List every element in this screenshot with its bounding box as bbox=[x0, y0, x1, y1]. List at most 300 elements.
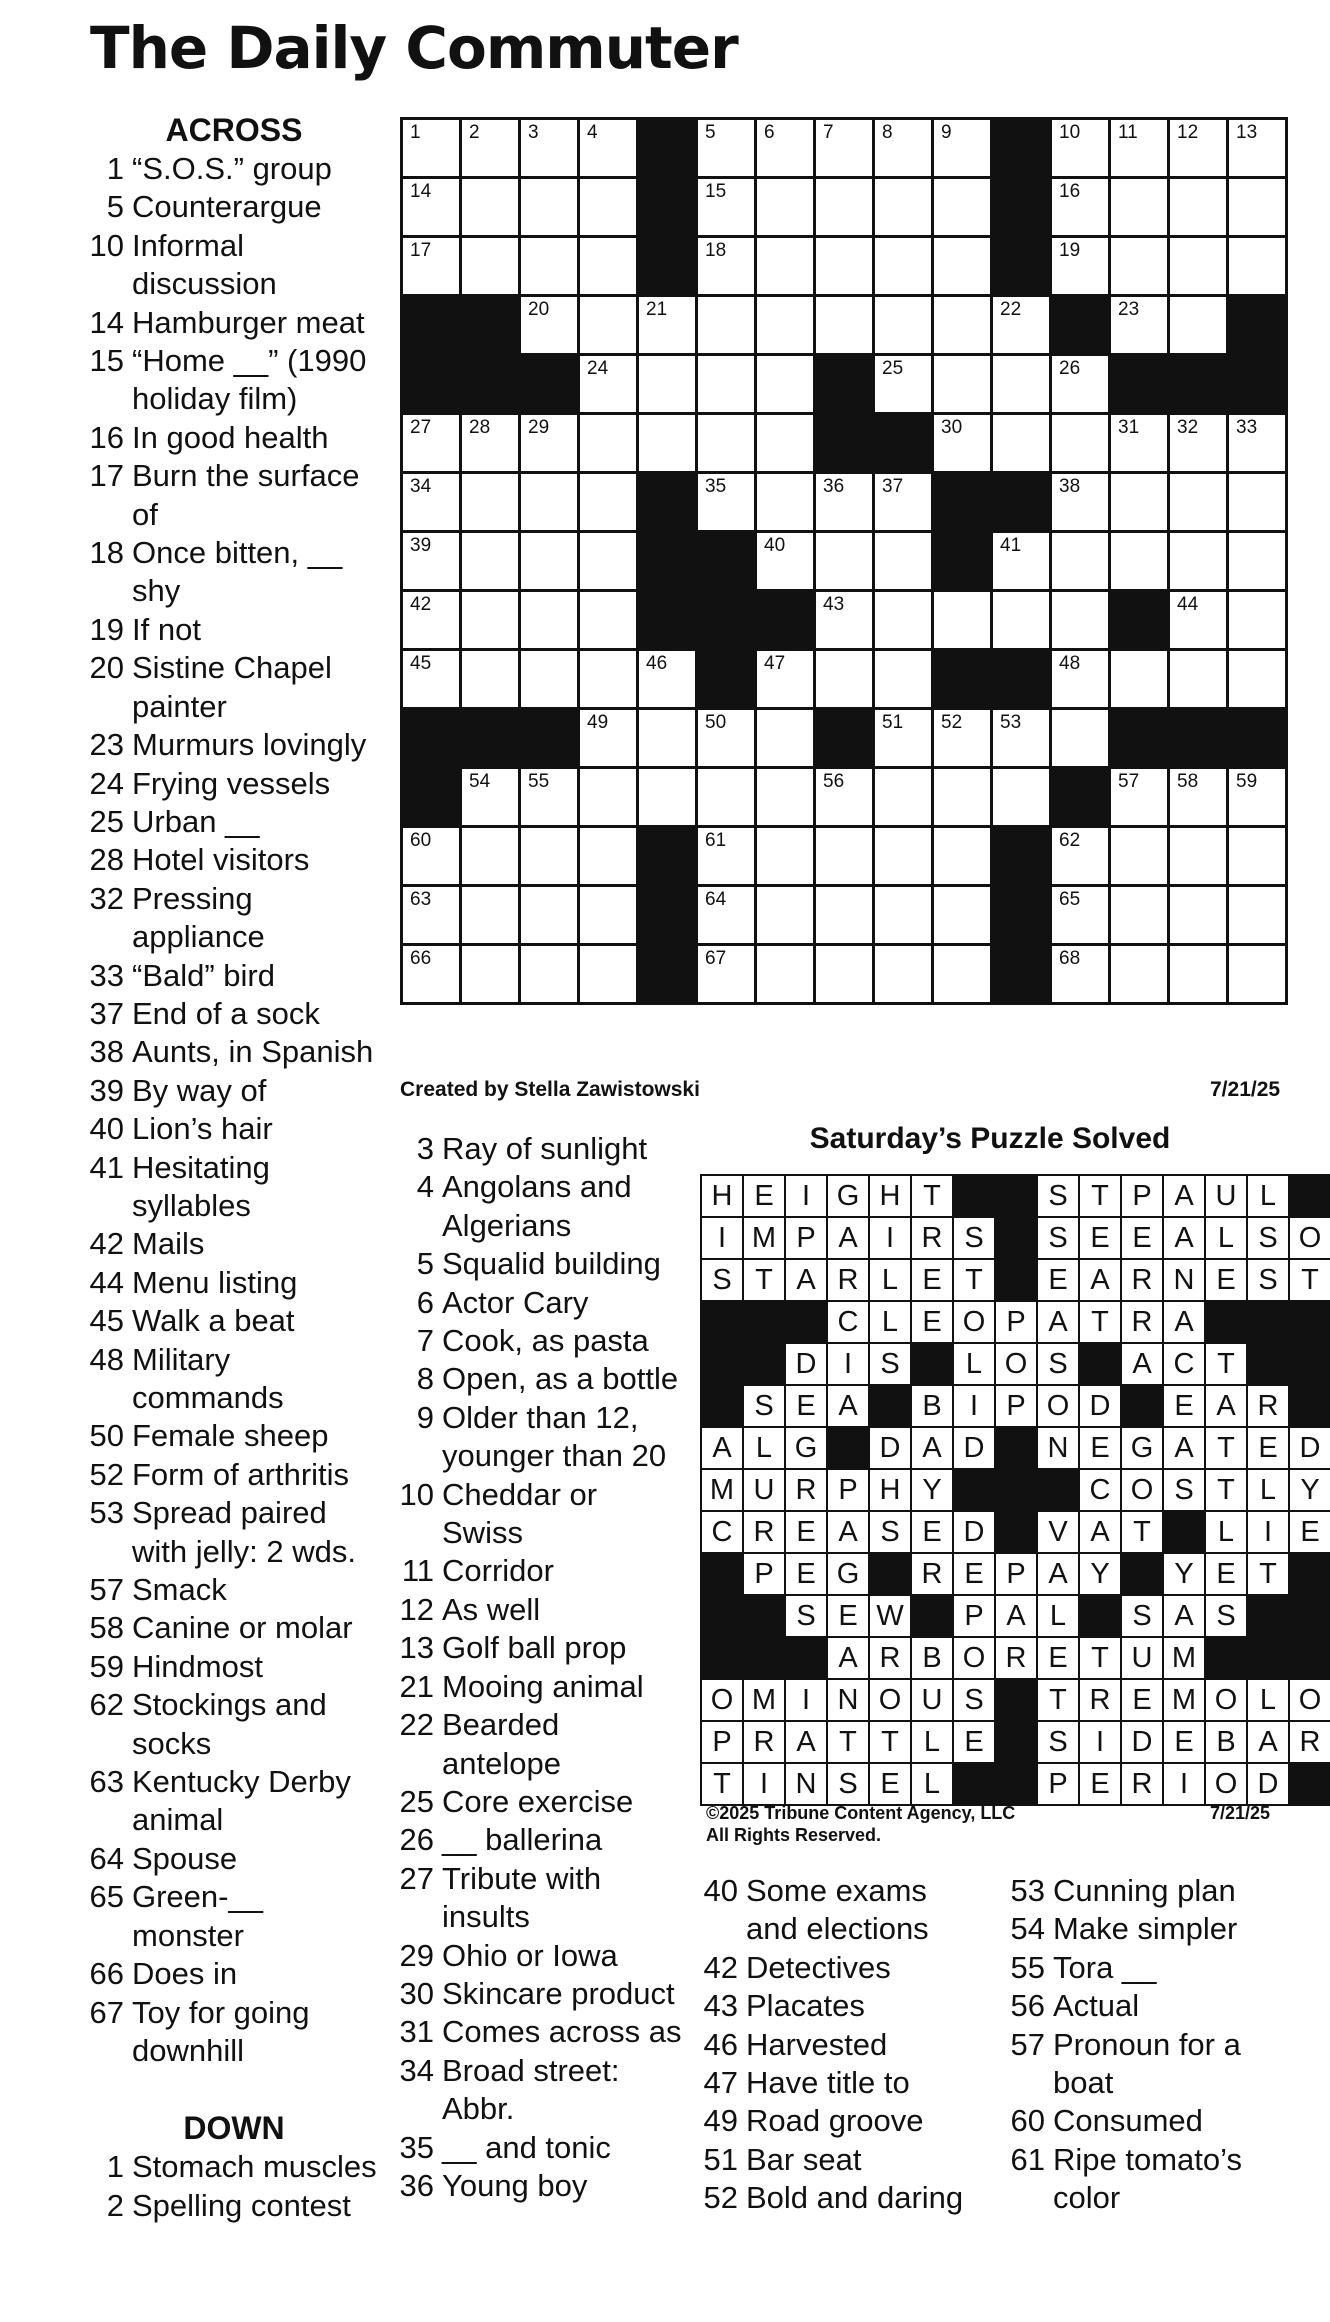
grid-square[interactable] bbox=[1170, 592, 1226, 648]
grid-square[interactable] bbox=[1052, 710, 1108, 766]
grid-square[interactable] bbox=[1229, 474, 1285, 530]
grid-square[interactable] bbox=[521, 592, 577, 648]
grid-square[interactable] bbox=[875, 356, 931, 412]
down-clue-31[interactable] bbox=[392, 2013, 692, 2051]
grid-square[interactable] bbox=[462, 946, 518, 1002]
across-clue-14[interactable] bbox=[84, 304, 384, 342]
across-clue-18[interactable] bbox=[84, 534, 384, 611]
grid-square[interactable] bbox=[580, 592, 636, 648]
grid-square[interactable] bbox=[816, 828, 872, 884]
grid-square[interactable] bbox=[521, 179, 577, 235]
grid-square[interactable] bbox=[1229, 946, 1285, 1002]
grid-square[interactable] bbox=[1170, 238, 1226, 294]
grid-square[interactable] bbox=[757, 769, 813, 825]
grid-square[interactable] bbox=[580, 887, 636, 943]
across-clue-28[interactable] bbox=[84, 841, 384, 879]
grid-square[interactable] bbox=[816, 238, 872, 294]
grid-square[interactable] bbox=[521, 474, 577, 530]
across-clue-59[interactable] bbox=[84, 1648, 384, 1686]
grid-square[interactable] bbox=[1052, 592, 1108, 648]
grid-square[interactable] bbox=[934, 120, 990, 176]
grid-square[interactable] bbox=[934, 710, 990, 766]
across-clue-1[interactable] bbox=[84, 150, 384, 188]
grid-square[interactable] bbox=[1170, 179, 1226, 235]
grid-square[interactable] bbox=[1111, 769, 1167, 825]
grid-square[interactable] bbox=[580, 179, 636, 235]
down-clue-6[interactable] bbox=[392, 1284, 692, 1322]
clue-text-line: Actual bbox=[1053, 1988, 1140, 2024]
clue-number: 12 bbox=[399, 1591, 434, 1627]
block-square bbox=[993, 179, 1049, 235]
square-number: 61 bbox=[705, 830, 727, 851]
grid-square[interactable] bbox=[875, 887, 931, 943]
grid-square[interactable] bbox=[1170, 474, 1226, 530]
grid-square[interactable] bbox=[698, 238, 754, 294]
grid-square[interactable] bbox=[521, 887, 577, 943]
grid-square[interactable] bbox=[1111, 651, 1167, 707]
grid-square[interactable] bbox=[757, 887, 813, 943]
grid-square[interactable] bbox=[403, 946, 459, 1002]
down-clue-49[interactable] bbox=[696, 2102, 996, 2140]
down-clue-10[interactable] bbox=[392, 1476, 692, 1553]
grid-square[interactable] bbox=[521, 415, 577, 471]
solution-letter: I bbox=[744, 1764, 784, 1804]
grid-square[interactable] bbox=[1229, 887, 1285, 943]
down-clue-54[interactable] bbox=[1003, 1910, 1303, 1948]
grid-square[interactable] bbox=[580, 120, 636, 176]
grid-square[interactable] bbox=[993, 592, 1049, 648]
grid-square[interactable] bbox=[1229, 769, 1285, 825]
clue-text bbox=[132, 188, 384, 226]
solution-block bbox=[912, 1596, 952, 1636]
clue-text bbox=[1053, 2102, 1303, 2140]
square-number: 1 bbox=[410, 122, 421, 143]
grid-square[interactable] bbox=[875, 179, 931, 235]
grid-square[interactable] bbox=[403, 828, 459, 884]
grid-square[interactable] bbox=[757, 710, 813, 766]
across-clue-39[interactable] bbox=[84, 1072, 384, 1110]
across-clue-50[interactable] bbox=[84, 1417, 384, 1455]
across-clue-64[interactable] bbox=[84, 1840, 384, 1878]
across-clue-23[interactable] bbox=[84, 726, 384, 764]
grid-square[interactable] bbox=[698, 769, 754, 825]
grid-square[interactable] bbox=[816, 120, 872, 176]
grid-square[interactable] bbox=[639, 710, 695, 766]
grid-square[interactable] bbox=[934, 297, 990, 353]
grid-square[interactable] bbox=[1052, 946, 1108, 1002]
grid-square[interactable] bbox=[934, 887, 990, 943]
grid-square[interactable] bbox=[698, 474, 754, 530]
square-number: 24 bbox=[587, 358, 609, 379]
down-clue-60[interactable] bbox=[1003, 2102, 1303, 2140]
grid-square[interactable] bbox=[639, 415, 695, 471]
grid-square[interactable] bbox=[462, 120, 518, 176]
grid-square[interactable] bbox=[580, 946, 636, 1002]
down-clue-22[interactable] bbox=[392, 1706, 692, 1783]
down-clue-1[interactable] bbox=[84, 2148, 384, 2186]
grid-square[interactable] bbox=[1052, 415, 1108, 471]
down-clue-53[interactable] bbox=[1003, 1872, 1303, 1910]
down-clue-25[interactable] bbox=[392, 1783, 692, 1821]
solution-letter: M bbox=[1164, 1680, 1204, 1720]
clue-text-line: Female sheep bbox=[132, 1418, 329, 1454]
grid-square[interactable] bbox=[580, 356, 636, 412]
grid-square[interactable] bbox=[1229, 120, 1285, 176]
grid-square[interactable] bbox=[1111, 297, 1167, 353]
grid-square[interactable] bbox=[875, 710, 931, 766]
grid-square[interactable] bbox=[1170, 769, 1226, 825]
grid-square[interactable] bbox=[1170, 415, 1226, 471]
solution-letter: A bbox=[702, 1428, 742, 1468]
grid-square[interactable] bbox=[1052, 356, 1108, 412]
grid-square[interactable] bbox=[1111, 533, 1167, 589]
grid-square[interactable] bbox=[1052, 474, 1108, 530]
grid-square[interactable] bbox=[521, 651, 577, 707]
solution-letter: T bbox=[1206, 1344, 1246, 1384]
across-clue-58[interactable] bbox=[84, 1609, 384, 1647]
grid-square[interactable] bbox=[934, 592, 990, 648]
down-clue-29[interactable] bbox=[392, 1937, 692, 1975]
across-clue-24[interactable] bbox=[84, 765, 384, 803]
grid-square[interactable] bbox=[757, 828, 813, 884]
across-clue-15[interactable] bbox=[84, 342, 384, 419]
grid-square[interactable] bbox=[639, 769, 695, 825]
across-clue-5[interactable] bbox=[84, 188, 384, 226]
across-clue-17[interactable] bbox=[84, 457, 384, 534]
grid-square[interactable] bbox=[1052, 828, 1108, 884]
clue-text-line: Hesitating bbox=[132, 1149, 270, 1185]
grid-square[interactable] bbox=[757, 238, 813, 294]
across-clue-57[interactable] bbox=[84, 1571, 384, 1609]
grid-square[interactable] bbox=[580, 651, 636, 707]
clue-text-line: Lion’s hair bbox=[132, 1111, 273, 1147]
across-clue-66[interactable] bbox=[84, 1955, 384, 1993]
down-clue-55[interactable] bbox=[1003, 1949, 1303, 1987]
grid-square[interactable] bbox=[403, 592, 459, 648]
across-clue-65[interactable] bbox=[84, 1878, 384, 1955]
grid-square[interactable] bbox=[816, 887, 872, 943]
grid-square[interactable] bbox=[462, 474, 518, 530]
grid-square[interactable] bbox=[875, 533, 931, 589]
across-clue-67[interactable] bbox=[84, 1994, 384, 2071]
block-square bbox=[462, 710, 518, 766]
grid-square[interactable] bbox=[462, 887, 518, 943]
grid-square[interactable] bbox=[757, 946, 813, 1002]
down-clue-43[interactable] bbox=[696, 1987, 996, 2025]
down-clue-61[interactable] bbox=[1003, 2141, 1303, 2218]
clue-text-line: Comes across as bbox=[442, 2014, 682, 2050]
grid-square[interactable] bbox=[1229, 415, 1285, 471]
grid-square[interactable] bbox=[1052, 120, 1108, 176]
solution-letter: E bbox=[786, 1386, 826, 1426]
grid-square[interactable] bbox=[1111, 828, 1167, 884]
grid-square[interactable] bbox=[816, 179, 872, 235]
clue-text-line: and elections bbox=[746, 1911, 929, 1947]
across-clue-53[interactable] bbox=[84, 1494, 384, 1571]
grid-square[interactable] bbox=[403, 238, 459, 294]
across-clue-10[interactable] bbox=[84, 227, 384, 304]
down-clue-12[interactable] bbox=[392, 1591, 692, 1629]
down-clue-36[interactable] bbox=[392, 2167, 692, 2205]
grid-square[interactable] bbox=[875, 474, 931, 530]
square-number: 26 bbox=[1059, 358, 1081, 379]
grid-square[interactable] bbox=[816, 297, 872, 353]
grid-square[interactable] bbox=[1229, 238, 1285, 294]
grid-square[interactable] bbox=[521, 828, 577, 884]
grid-square[interactable] bbox=[698, 297, 754, 353]
grid-square[interactable] bbox=[580, 710, 636, 766]
grid-square[interactable] bbox=[580, 415, 636, 471]
grid-square[interactable] bbox=[639, 651, 695, 707]
across-clue-63[interactable] bbox=[84, 1763, 384, 1840]
down-clue-40[interactable] bbox=[696, 1872, 996, 1949]
grid-square[interactable] bbox=[1052, 887, 1108, 943]
grid-square[interactable] bbox=[403, 415, 459, 471]
across-clue-41[interactable] bbox=[84, 1149, 384, 1226]
solution-letter: A bbox=[996, 1596, 1036, 1636]
down-clue-5[interactable] bbox=[392, 1245, 692, 1283]
grid-square[interactable] bbox=[757, 120, 813, 176]
across-clue-16[interactable] bbox=[84, 419, 384, 457]
grid-square[interactable] bbox=[875, 592, 931, 648]
grid-square[interactable] bbox=[698, 887, 754, 943]
across-clue-48[interactable] bbox=[84, 1341, 384, 1418]
grid-square[interactable] bbox=[1229, 179, 1285, 235]
square-number: 36 bbox=[823, 476, 845, 497]
grid-square[interactable] bbox=[698, 356, 754, 412]
across-clue-38[interactable] bbox=[84, 1033, 384, 1071]
grid-square[interactable] bbox=[580, 828, 636, 884]
clue-text bbox=[132, 1648, 384, 1686]
grid-square[interactable] bbox=[875, 828, 931, 884]
crossword-grid[interactable] bbox=[400, 117, 1288, 1005]
grid-square[interactable] bbox=[1052, 533, 1108, 589]
down-clue-35[interactable] bbox=[392, 2129, 692, 2167]
solution-block bbox=[702, 1344, 742, 1384]
grid-square[interactable] bbox=[1052, 179, 1108, 235]
grid-square[interactable] bbox=[993, 356, 1049, 412]
across-clue-37[interactable] bbox=[84, 995, 384, 1033]
grid-square[interactable] bbox=[934, 946, 990, 1002]
down-clue-47[interactable] bbox=[696, 2064, 996, 2102]
grid-square[interactable] bbox=[1229, 533, 1285, 589]
across-clue-40[interactable] bbox=[84, 1110, 384, 1148]
across-clue-25[interactable] bbox=[84, 803, 384, 841]
across-clue-19[interactable] bbox=[84, 611, 384, 649]
grid-square[interactable] bbox=[1111, 887, 1167, 943]
clue-text-line: Road groove bbox=[746, 2103, 924, 2139]
grid-square[interactable] bbox=[521, 946, 577, 1002]
grid-square[interactable] bbox=[521, 238, 577, 294]
grid-square[interactable] bbox=[698, 828, 754, 884]
grid-square[interactable] bbox=[462, 415, 518, 471]
grid-square[interactable] bbox=[580, 769, 636, 825]
grid-square[interactable] bbox=[993, 297, 1049, 353]
grid-square[interactable] bbox=[462, 533, 518, 589]
grid-square[interactable] bbox=[462, 651, 518, 707]
grid-square[interactable] bbox=[1170, 887, 1226, 943]
grid-square[interactable] bbox=[1229, 651, 1285, 707]
grid-square[interactable] bbox=[403, 533, 459, 589]
grid-square[interactable] bbox=[462, 592, 518, 648]
grid-square[interactable] bbox=[816, 946, 872, 1002]
grid-square[interactable] bbox=[993, 710, 1049, 766]
across-clue-33[interactable] bbox=[84, 957, 384, 995]
square-number: 50 bbox=[705, 712, 727, 733]
grid-square[interactable] bbox=[1170, 120, 1226, 176]
down-clue-4[interactable] bbox=[392, 1168, 692, 1245]
solution-block bbox=[1164, 1512, 1204, 1552]
across-clue-52[interactable] bbox=[84, 1456, 384, 1494]
down-clue-30[interactable] bbox=[392, 1975, 692, 2013]
grid-square[interactable] bbox=[698, 946, 754, 1002]
grid-square[interactable] bbox=[816, 474, 872, 530]
grid-square[interactable] bbox=[934, 828, 990, 884]
across-clue-20[interactable] bbox=[84, 649, 384, 726]
grid-square[interactable] bbox=[816, 769, 872, 825]
grid-square[interactable] bbox=[1111, 179, 1167, 235]
down-clue-52[interactable] bbox=[696, 2179, 996, 2217]
grid-square[interactable] bbox=[698, 710, 754, 766]
grid-square[interactable] bbox=[521, 297, 577, 353]
grid-square[interactable] bbox=[403, 179, 459, 235]
grid-square[interactable] bbox=[757, 474, 813, 530]
grid-square[interactable] bbox=[875, 946, 931, 1002]
grid-square[interactable] bbox=[816, 651, 872, 707]
grid-square[interactable] bbox=[757, 356, 813, 412]
down-clue-2[interactable] bbox=[84, 2187, 384, 2225]
square-number: 33 bbox=[1236, 417, 1258, 438]
grid-square[interactable] bbox=[875, 297, 931, 353]
grid-square[interactable] bbox=[403, 887, 459, 943]
across-clue-44[interactable] bbox=[84, 1264, 384, 1302]
grid-square[interactable] bbox=[993, 533, 1049, 589]
down-clue-57[interactable] bbox=[1003, 2026, 1303, 2103]
down-clue-11[interactable] bbox=[392, 1552, 692, 1590]
grid-square[interactable] bbox=[521, 533, 577, 589]
grid-square[interactable] bbox=[757, 179, 813, 235]
grid-square[interactable] bbox=[403, 651, 459, 707]
grid-square[interactable] bbox=[934, 238, 990, 294]
grid-square[interactable] bbox=[1111, 946, 1167, 1002]
grid-square[interactable] bbox=[639, 356, 695, 412]
grid-square[interactable] bbox=[757, 297, 813, 353]
grid-square[interactable] bbox=[580, 238, 636, 294]
down-clue-56[interactable] bbox=[1003, 1987, 1303, 2025]
grid-square[interactable] bbox=[875, 238, 931, 294]
grid-square[interactable] bbox=[580, 297, 636, 353]
clue-text-line: Ohio or Iowa bbox=[442, 1937, 618, 1973]
grid-square[interactable] bbox=[757, 415, 813, 471]
down-clue-27[interactable] bbox=[392, 1860, 692, 1937]
clue-text-line: with jelly: 2 wds. bbox=[132, 1533, 356, 1569]
down-clue-9[interactable] bbox=[392, 1399, 692, 1476]
down-clue-42[interactable] bbox=[696, 1949, 996, 1987]
clue-text bbox=[442, 1975, 692, 2013]
down-clue-34[interactable] bbox=[392, 2052, 692, 2129]
grid-square[interactable] bbox=[1229, 828, 1285, 884]
down-clue-8[interactable] bbox=[392, 1360, 692, 1398]
grid-square[interactable] bbox=[580, 474, 636, 530]
grid-square[interactable] bbox=[1052, 238, 1108, 294]
grid-square[interactable] bbox=[1170, 297, 1226, 353]
grid-square[interactable] bbox=[1111, 474, 1167, 530]
grid-square[interactable] bbox=[1170, 946, 1226, 1002]
grid-square[interactable] bbox=[875, 651, 931, 707]
grid-square[interactable] bbox=[875, 120, 931, 176]
grid-square[interactable] bbox=[462, 179, 518, 235]
down-clue-51[interactable] bbox=[696, 2141, 996, 2179]
across-clue-62[interactable] bbox=[84, 1686, 384, 1763]
down-clue-21[interactable] bbox=[392, 1668, 692, 1706]
grid-square[interactable] bbox=[698, 415, 754, 471]
down-clue-46[interactable] bbox=[696, 2026, 996, 2064]
grid-square[interactable] bbox=[757, 651, 813, 707]
grid-square[interactable] bbox=[1170, 828, 1226, 884]
solution-letter: P bbox=[996, 1386, 1036, 1426]
grid-square[interactable] bbox=[698, 120, 754, 176]
down-clue-26[interactable] bbox=[392, 1821, 692, 1859]
grid-square[interactable] bbox=[993, 769, 1049, 825]
grid-square[interactable] bbox=[403, 120, 459, 176]
grid-square[interactable] bbox=[1111, 415, 1167, 471]
down-clue-13[interactable] bbox=[392, 1629, 692, 1667]
grid-square[interactable] bbox=[1170, 533, 1226, 589]
grid-square[interactable] bbox=[521, 769, 577, 825]
grid-square[interactable] bbox=[993, 415, 1049, 471]
solution-block bbox=[1248, 1344, 1288, 1384]
clue-number: 55 bbox=[1010, 1949, 1045, 1985]
grid-square[interactable] bbox=[462, 828, 518, 884]
grid-square[interactable] bbox=[1111, 238, 1167, 294]
down-clue-list-part-1 bbox=[84, 2148, 384, 2225]
clue-number: 61 bbox=[1010, 2141, 1045, 2177]
grid-square[interactable] bbox=[1111, 120, 1167, 176]
grid-square[interactable] bbox=[934, 415, 990, 471]
grid-square[interactable] bbox=[816, 533, 872, 589]
grid-square[interactable] bbox=[462, 769, 518, 825]
grid-square[interactable] bbox=[875, 769, 931, 825]
grid-square[interactable] bbox=[1229, 592, 1285, 648]
down-clue-3[interactable] bbox=[392, 1130, 692, 1168]
grid-square[interactable] bbox=[1052, 651, 1108, 707]
across-clue-32[interactable] bbox=[84, 880, 384, 957]
grid-square[interactable] bbox=[580, 533, 636, 589]
grid-square[interactable] bbox=[757, 533, 813, 589]
grid-square[interactable] bbox=[816, 592, 872, 648]
grid-square[interactable] bbox=[934, 769, 990, 825]
square-number: 8 bbox=[882, 122, 893, 143]
clue-text bbox=[442, 1552, 692, 1590]
clue-text-line: color bbox=[1053, 2180, 1121, 2216]
grid-square[interactable] bbox=[403, 474, 459, 530]
grid-square[interactable] bbox=[462, 238, 518, 294]
grid-square[interactable] bbox=[698, 179, 754, 235]
solution-letter: M bbox=[702, 1470, 742, 1510]
grid-square[interactable] bbox=[521, 120, 577, 176]
grid-square[interactable] bbox=[934, 179, 990, 235]
square-number: 17 bbox=[410, 240, 432, 261]
clue-text bbox=[1053, 1949, 1303, 1987]
clue-number: 41 bbox=[89, 1149, 124, 1185]
across-clue-42[interactable] bbox=[84, 1225, 384, 1263]
grid-square[interactable] bbox=[1170, 651, 1226, 707]
across-clue-45[interactable] bbox=[84, 1302, 384, 1340]
grid-square[interactable] bbox=[639, 297, 695, 353]
solution-letter: R bbox=[1248, 1386, 1288, 1426]
grid-square[interactable] bbox=[934, 356, 990, 412]
down-clue-7[interactable] bbox=[392, 1322, 692, 1360]
